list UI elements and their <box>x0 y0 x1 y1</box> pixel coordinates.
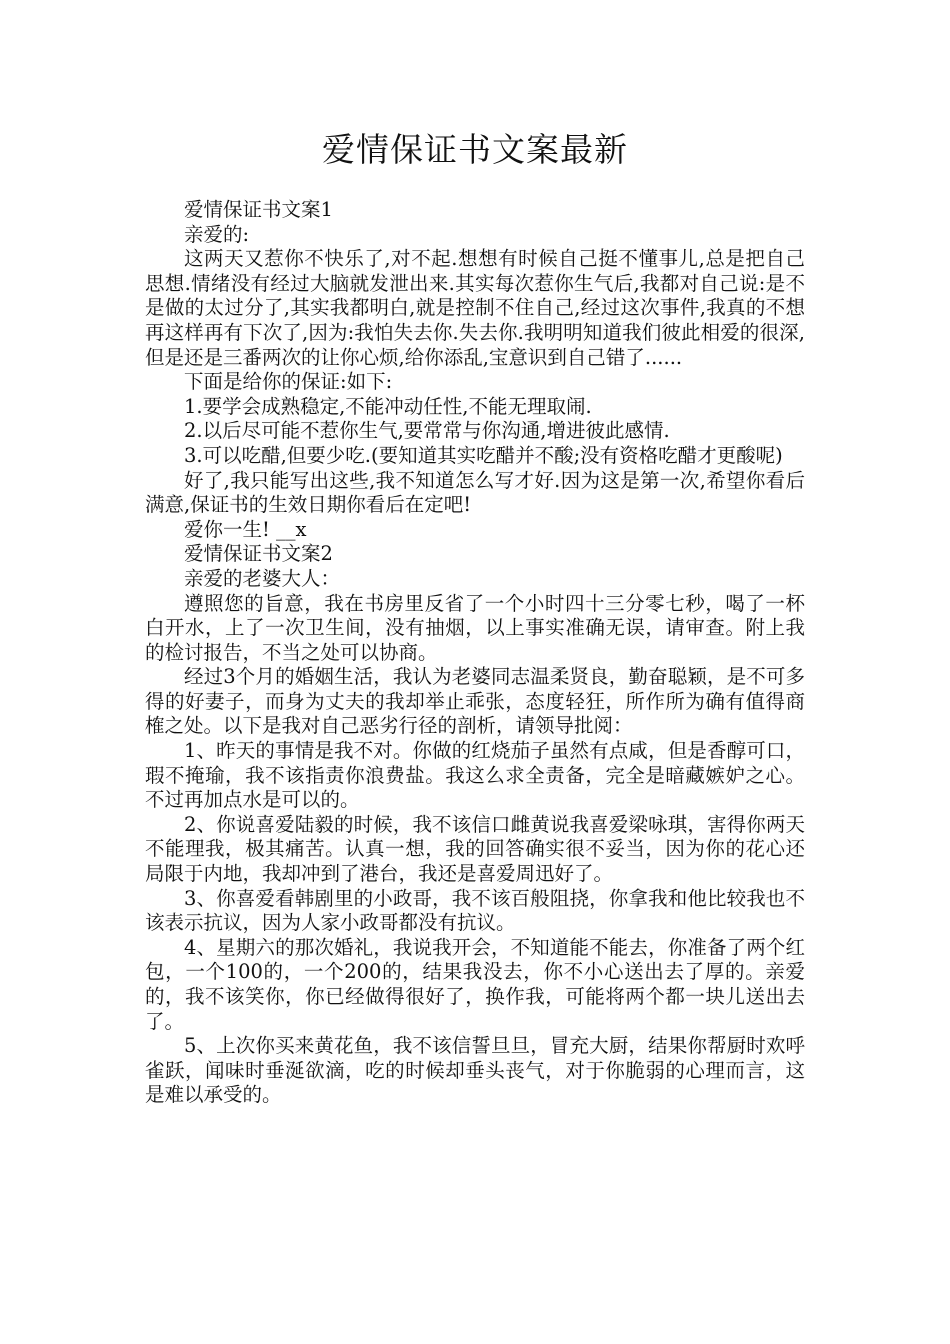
section-heading-2: 爱情保证书文案2 <box>184 542 333 566</box>
list-item: 4、星期六的那次婚礼，我说我开会，不知道能不能去，你准备了两个红包，一个100的，一个200的，结果我没去，你不小心送出去了厚的。亲爱的，我不该笑你，你已经做得很好了，换作我，可能将两个都一块儿送出去了。 <box>145 935 805 1033</box>
salutation-2: 亲爱的老婆大人： <box>184 566 341 590</box>
list-item: 2.以后尽可能不惹你生气,要常常与你沟通,增进彼此感情. <box>184 419 670 443</box>
list-item: 1、昨天的事情是我不对。你做的红烧茄子虽然有点咸，但是香醇可口，瑕不掩瑜，我不该指责你浪费盐。我这么求全责备，完全是暗藏嫉妒之心。不过再加点水是可以的。 <box>145 739 805 812</box>
signature-line: 爱你一生! __x <box>184 517 307 541</box>
document-title: 爱情保证书文案最新 <box>322 130 628 169</box>
list-item: 3.可以吃醋,但要少吃.(要知道其实吃醋并不酸;没有资格吃醋才更酸呢) <box>184 443 783 467</box>
paragraph: 遵照您的旨意，我在书房里反省了一个小时四十三分零七秒，喝了一杯白开水，上了一次卫生间，没有抽烟，以上事实准确无误，请审查。附上我的检讨报告，不当之处可以协商。 <box>145 591 805 664</box>
paragraph: 这两天又惹你不快乐了,对不起.想想有时候自己挺不懂事儿,总是把自己思想.情绪没有经过大脑就发泄出来.其实每次惹你生气后,我都对自己说:是不是做的太过分了,其实我都明白,就是控制不住自己,经过这次事件,我真的不想再这样再有下次了,因为:我怕失去你.失去你.我明明知道我们彼此相爱的很深,但是还是三番两次的让你心烦,给你添乱,宝意识到自己错了...... <box>145 247 805 369</box>
paragraph: 经过3个月的婚姻生活，我认为老婆同志温柔贤良，勤奋聪颖，是不可多得的好妻子，而身为丈夫的我却举止乖张，态度轻狂，所作所为确有值得商榷之处。以下是我对自己恶劣行径的剖析，请领导批阅： <box>145 665 805 738</box>
paragraph: 下面是给你的保证:如下: <box>184 370 393 394</box>
document-body <box>145 198 805 1108</box>
list-item: 1.要学会成熟稳定,不能冲动任性,不能无理取闹. <box>184 394 592 418</box>
salutation-1: 亲爱的: <box>184 222 250 246</box>
list-item: 5、上次你买来黄花鱼，我不该信誓旦旦，冒充大厨，结果你帮厨时欢呼雀跃，闻味时垂涎欲滴，吃的时候却垂头丧气，对于你脆弱的心理而言，这是难以承受的。 <box>145 1034 805 1107</box>
list-item: 3、你喜爱看韩剧里的小政哥，我不该百般阻挠，你拿我和他比较我也不该表示抗议，因为人家小政哥都没有抗议。 <box>145 886 805 935</box>
section-heading-1: 爱情保证书文案1 <box>184 198 333 221</box>
paragraph: 好了,我只能写出这些,我不知道怎么写才好.因为这是第一次,希望你看后满意,保证书的生效日期你看后在定吧! <box>145 468 805 517</box>
list-item: 2、你说喜爱陆毅的时候，我不该信口雌黄说我喜爱梁咏琪，害得你两天不能理我，极其痛苦。认真一想，我的回答确实很不妥当，因为你的花心还局限于内地，我却冲到了港台，我还是喜爱周迅好了。 <box>145 812 805 886</box>
